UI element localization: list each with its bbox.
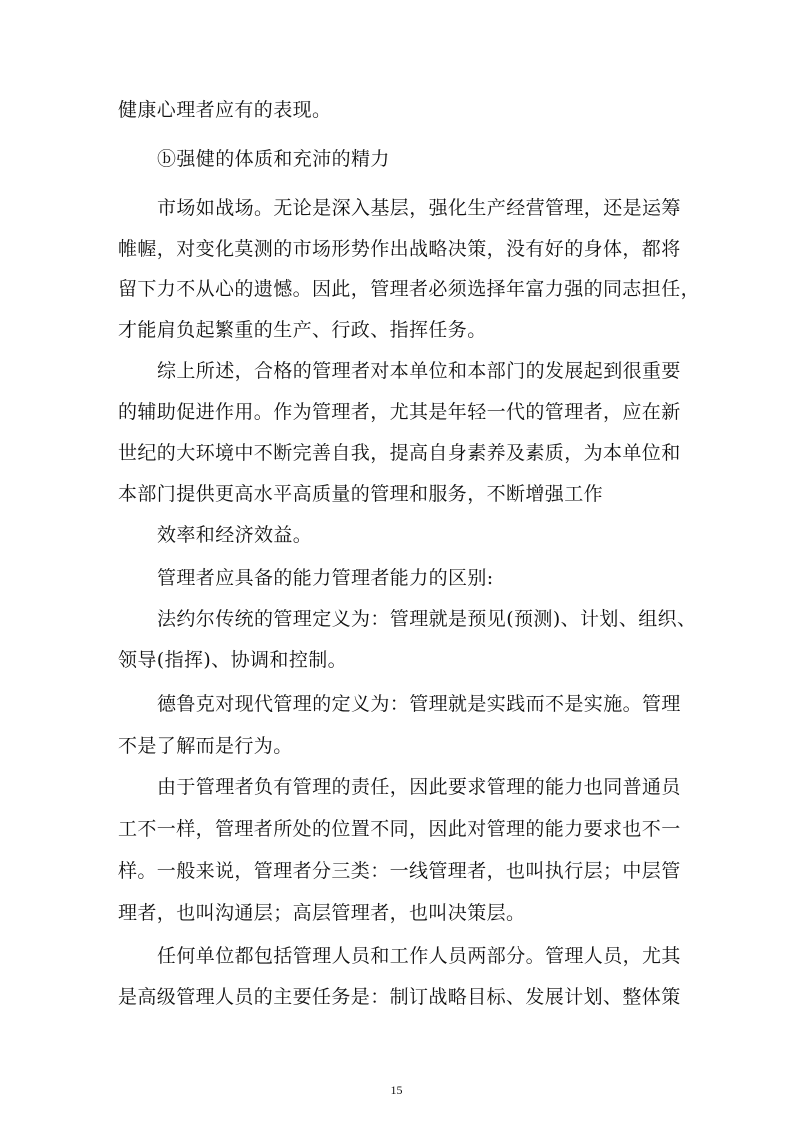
text-line: 法约尔传统的管理定义为：管理就是预见(预测)、计划、组织、 — [157, 608, 697, 630]
text-line: 理者，也叫沟通层；高层管理者，也叫决策层。 — [118, 902, 526, 924]
text-line: 市场如战场。无论是深入基层，强化生产经营管理，还是运筹 — [157, 197, 681, 219]
text-line: 留下力不从心的遗憾。因此，管理者必须选择年富力强的同志担任， — [118, 278, 701, 300]
text-line: 才能肩负起繁重的生产、行政、指挥任务。 — [118, 319, 487, 341]
text-line: 世纪的大环境中不断完善自我，提高自身素养及素质，为本单位和 — [118, 442, 681, 464]
text-line: 综上所述，合格的管理者对本单位和本部门的发展起到很重要 — [157, 360, 681, 382]
text-line: 管理者应具备的能力管理者能力的区别: — [157, 567, 494, 589]
text-line: 德鲁克对现代管理的定义为：管理就是实践而不是实施。管理 — [157, 693, 681, 715]
text-line: 是高级管理人员的主要任务是：制订战略目标、发展计划、整体策 — [118, 986, 681, 1008]
text-line: 样。一般来说，管理者分三类：一线管理者，也叫执行层；中层管 — [118, 860, 681, 882]
text-line: 健康心理者应有的表现。 — [118, 99, 332, 121]
text-line: 帷幄，对变化莫测的市场形势作出战略决策，没有好的身体，都将 — [118, 238, 681, 260]
text-line: ⓑ强健的体质和充沛的精力 — [157, 148, 390, 170]
text-line: 领导(指挥)、协调和控制。 — [118, 649, 348, 671]
text-line: 的辅助促进作用。作为管理者，尤其是年轻一代的管理者，应在新 — [118, 401, 681, 423]
text-line: 由于管理者负有管理的责任，因此要求管理的能力也同普通员 — [157, 776, 681, 798]
text-line: 任何单位都包括管理人员和工作人员两部分。管理人员，尤其 — [157, 945, 681, 967]
text-line: 效率和经济效益。 — [157, 524, 313, 546]
page-number: 15 — [390, 1083, 403, 1097]
text-line: 工不一样，管理者所处的位置不同，因此对管理的能力要求也不一 — [118, 818, 681, 840]
text-line: 本部门提供更高水平高质量的管理和服务，不断增强工作 — [118, 483, 604, 505]
text-line: 不是了解而是行为。 — [118, 735, 293, 757]
